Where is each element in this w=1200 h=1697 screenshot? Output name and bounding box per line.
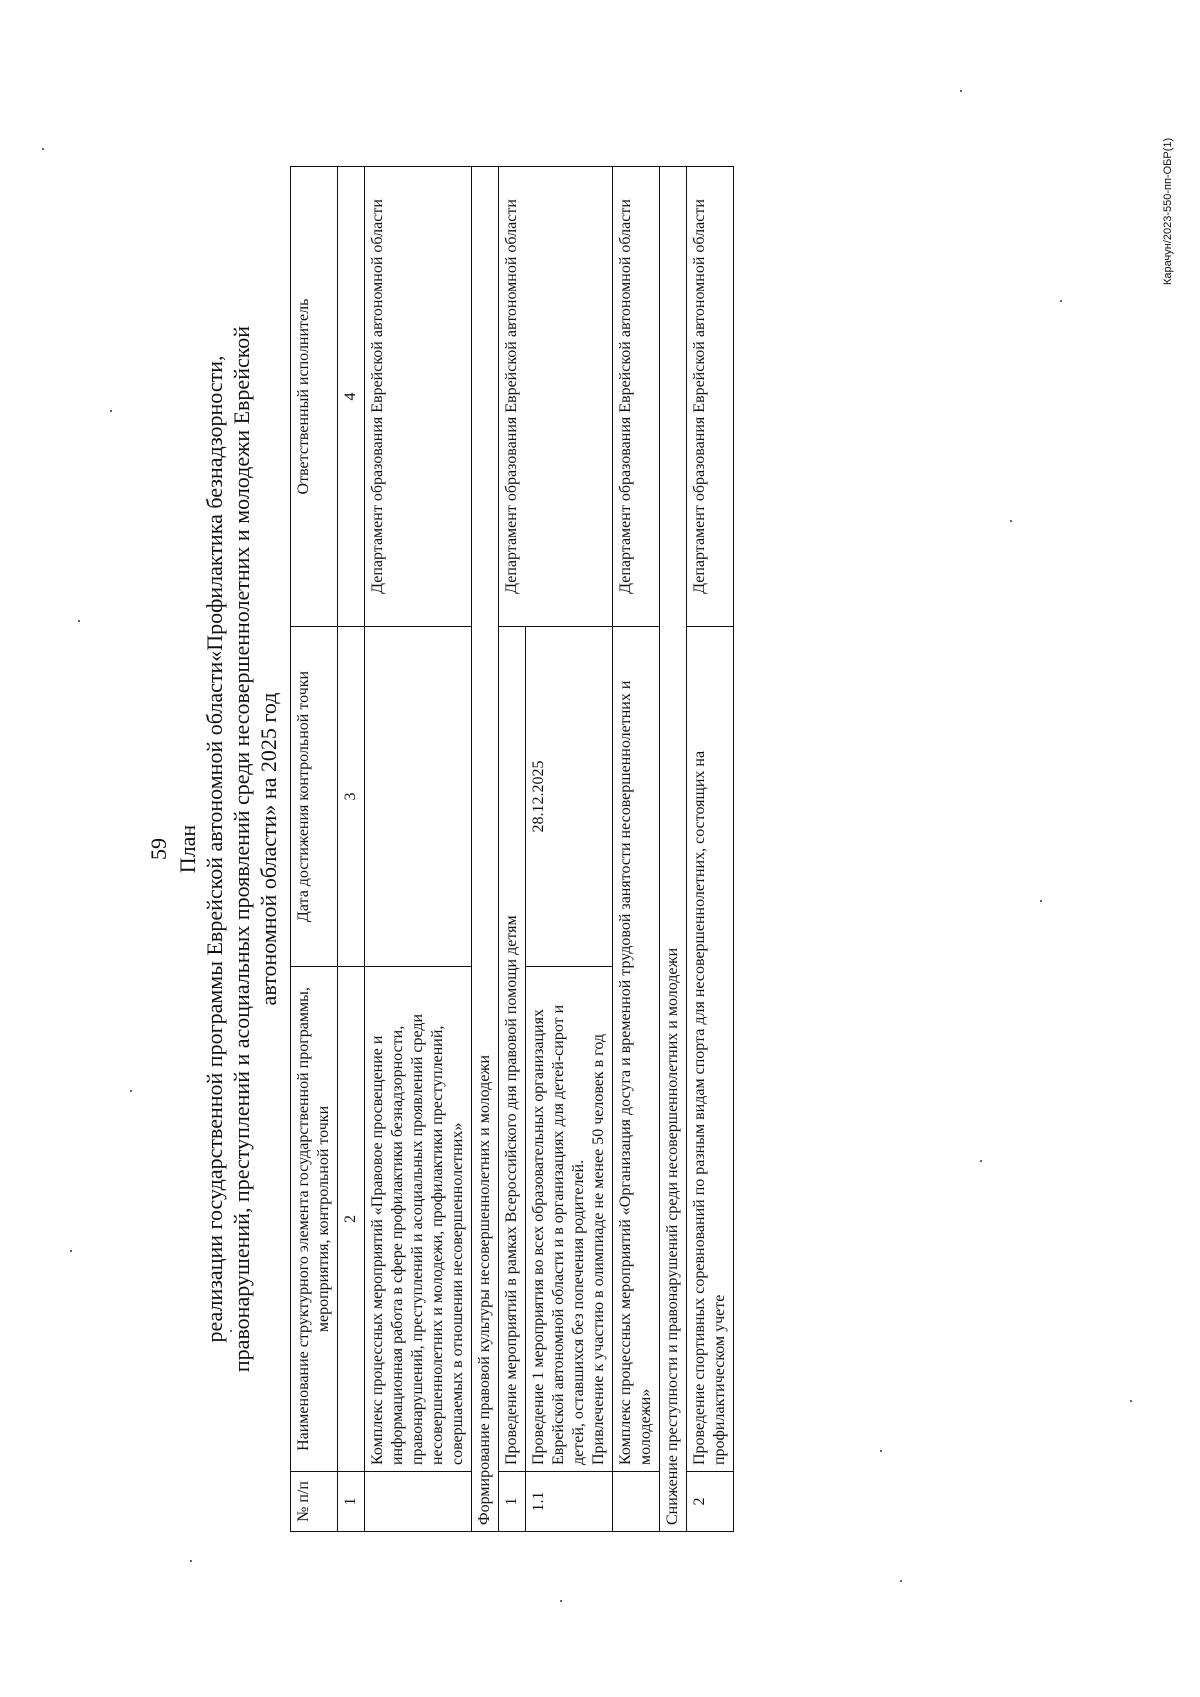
scan-speck xyxy=(130,1090,132,1092)
scan-speck xyxy=(78,620,80,622)
row-num xyxy=(613,1471,660,1531)
row-name-paragraph: Проведение 1 мероприятия во всех образовательных организациях Еврейской автономной области и в организациях для детей-сирот и детей, оставшихся без попечения родителей. xyxy=(530,1004,587,1465)
column-number: 3 xyxy=(338,626,365,966)
column-number-row xyxy=(338,166,365,1531)
title-line: правонарушений, преступлений и асоциальных проявлений среди несовершеннолетних и молодежи Еврейской xyxy=(229,325,254,1372)
row-name: Проведение спортивных соревнований по разным видам спорта для несовершеннолетних, состоящих на профилактическом учете xyxy=(687,626,734,1471)
scan-speck xyxy=(70,1250,72,1252)
section-row xyxy=(472,166,499,1531)
section-title: Формирование правовой культуры несовершеннолетних и молодежи xyxy=(472,166,499,1531)
scan-speck xyxy=(960,90,962,92)
scan-speck xyxy=(190,1560,192,1562)
scan-speck xyxy=(560,1600,562,1602)
row-exec: Департамент образования Еврейской автономной области xyxy=(499,166,613,626)
table-row xyxy=(613,166,660,1531)
rotated-document-page xyxy=(140,144,1060,1554)
header-num: № п/п xyxy=(291,1471,338,1531)
section-title: Снижение преступности и правонарушений среди несовершеннолетних и молодежи xyxy=(660,166,687,1531)
column-number: 1 xyxy=(338,1471,365,1531)
header-name: Наименование структурного элемента государственной программы, мероприятия, контрольной точки xyxy=(291,966,338,1471)
plan-table xyxy=(290,166,734,1532)
row-date: 28.12.2025 xyxy=(526,626,613,966)
column-number: 4 xyxy=(338,166,365,626)
row-name: Комплекс процессных мероприятий «Организация досуга и временной трудовой занятости несовершеннолетних и молодежи» xyxy=(613,626,660,1471)
table-row xyxy=(687,166,734,1531)
row-num: 2 xyxy=(687,1471,734,1531)
row-num xyxy=(365,1471,472,1531)
row-exec: Департамент образования Еврейской автономной области xyxy=(687,166,734,626)
row-num: 1 xyxy=(499,1471,526,1531)
row-exec: Департамент образования Еврейской автономной области xyxy=(365,166,472,626)
row-name: Комплекс процессных мероприятий «Правовое просвещение и информационная работа в сфере профилактики безнадзорности, правонарушений, преступлений и асоциальных проявлений среди несовершеннолетних и молодежи, профилактики преступлений, совершаемых в отношении несовершеннолетних» xyxy=(365,966,472,1471)
scan-speck xyxy=(110,410,112,412)
section-row xyxy=(660,166,687,1531)
header-exec: Ответственный исполнитель xyxy=(291,166,338,626)
table-row xyxy=(499,166,526,1531)
scan-speck xyxy=(900,1580,902,1582)
header-date: Дата достижения контрольной точки xyxy=(291,626,338,966)
title-line: автономной области» на 2025 год xyxy=(256,692,281,1005)
page-number: 59 xyxy=(146,837,171,860)
table-row xyxy=(365,166,472,1531)
row-date xyxy=(365,626,472,966)
column-number: 2 xyxy=(338,966,365,1471)
scan-speck xyxy=(1060,300,1062,302)
row-exec: Департамент образования Еврейской автономной области xyxy=(613,166,660,626)
title-line: реализации государственной программы Еврейской автономной области«Профилактика безнадзорности, xyxy=(202,355,227,1342)
row-num: 1.1 xyxy=(526,1471,613,1531)
row-name: Проведение мероприятий в рамках Всероссийского дня правовой помощи детям xyxy=(499,626,526,1471)
row-name-paragraph: Привлечение к участию в олимпиаде не менее 50 человек в год xyxy=(590,1033,607,1465)
row-name xyxy=(526,966,613,1471)
table-header-row xyxy=(291,166,338,1531)
title-line: План xyxy=(175,824,200,873)
scan-speck xyxy=(42,148,44,150)
document-title xyxy=(174,144,282,1554)
document-side-tag xyxy=(1132,40,1192,1660)
document-id-label: Карачун/2023-550-пп-ОБР(1) xyxy=(1162,137,1174,285)
